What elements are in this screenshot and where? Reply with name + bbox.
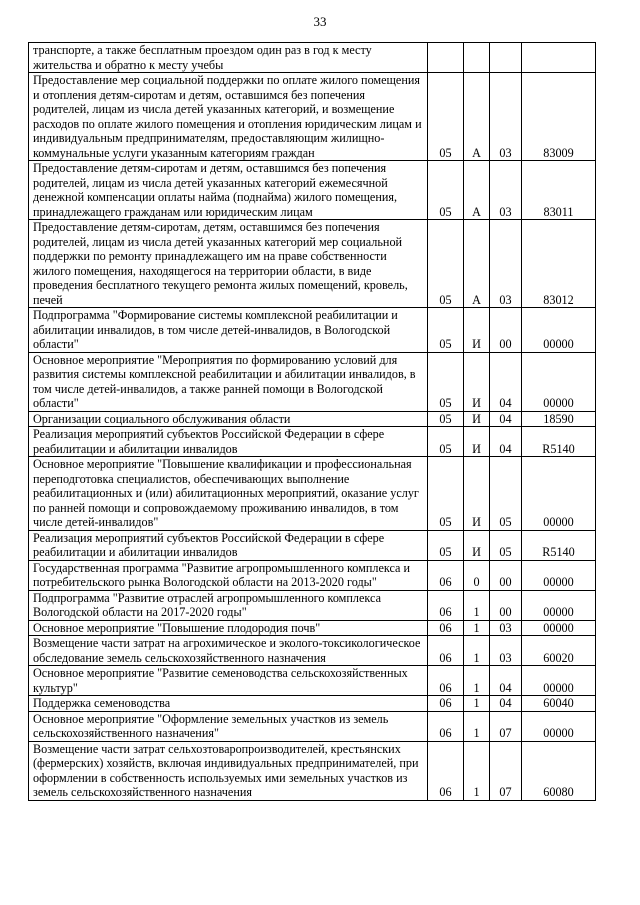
row-name-cell: Основное мероприятие "Оформление земельных участков из земель сельскохозяйственного назначения" bbox=[29, 711, 428, 741]
budget-classification-table bbox=[28, 42, 596, 801]
row-name-cell: Реализация мероприятий субъектов Российской Федерации в сфере реабилитации и абилитации инвалидов bbox=[29, 427, 428, 457]
activity-code-cell: 04 bbox=[490, 427, 522, 457]
direction-code-cell: 00000 bbox=[522, 711, 596, 741]
activity-code-cell: 03 bbox=[490, 636, 522, 666]
table-row bbox=[29, 352, 596, 411]
subprogram-code-cell bbox=[464, 43, 490, 73]
subprogram-code-cell: 0 bbox=[464, 560, 490, 590]
activity-code-cell bbox=[490, 43, 522, 73]
table-row bbox=[29, 43, 596, 73]
direction-code-cell bbox=[522, 43, 596, 73]
direction-code-cell: 60020 bbox=[522, 636, 596, 666]
table-row bbox=[29, 560, 596, 590]
direction-code-cell: 00000 bbox=[522, 666, 596, 696]
row-name-cell: Подпрограмма "Развитие отраслей агропромышленного комплекса Вологодской области на 2017-2020 годы" bbox=[29, 590, 428, 620]
row-name-cell: Возмещение части затрат сельхозтоваропроизводителей, крестьянских (фермерских) хозяйств, включая индивидуальных предпринимателей, при оформлении в собственность используемых ими земельных участков из земель сельскохозяйственного назначения bbox=[29, 741, 428, 800]
table-row bbox=[29, 530, 596, 560]
program-code-cell: 05 bbox=[428, 352, 464, 411]
subprogram-code-cell: А bbox=[464, 161, 490, 220]
activity-code-cell: 04 bbox=[490, 352, 522, 411]
row-name-cell: Основное мероприятие "Развитие семеноводства сельскохозяйственных культур" bbox=[29, 666, 428, 696]
table-row bbox=[29, 427, 596, 457]
program-code-cell: 06 bbox=[428, 666, 464, 696]
activity-code-cell: 03 bbox=[490, 220, 522, 308]
direction-code-cell: 00000 bbox=[522, 308, 596, 353]
subprogram-code-cell: И bbox=[464, 308, 490, 353]
table-row bbox=[29, 411, 596, 427]
activity-code-cell: 04 bbox=[490, 666, 522, 696]
subprogram-code-cell: 1 bbox=[464, 636, 490, 666]
table-row bbox=[29, 666, 596, 696]
direction-code-cell: 60040 bbox=[522, 696, 596, 712]
direction-code-cell: 83012 bbox=[522, 220, 596, 308]
program-code-cell: 06 bbox=[428, 696, 464, 712]
row-name-cell: Реализация мероприятий субъектов Российской Федерации в сфере реабилитации и абилитации инвалидов bbox=[29, 530, 428, 560]
subprogram-code-cell: А bbox=[464, 220, 490, 308]
table-row bbox=[29, 457, 596, 531]
program-code-cell: 05 bbox=[428, 427, 464, 457]
direction-code-cell: R5140 bbox=[522, 427, 596, 457]
direction-code-cell: 00000 bbox=[522, 457, 596, 531]
activity-code-cell: 04 bbox=[490, 696, 522, 712]
row-name-cell: Поддержка семеноводства bbox=[29, 696, 428, 712]
program-code-cell: 05 bbox=[428, 161, 464, 220]
program-code-cell bbox=[428, 43, 464, 73]
program-code-cell: 06 bbox=[428, 560, 464, 590]
activity-code-cell: 07 bbox=[490, 741, 522, 800]
program-code-cell: 05 bbox=[428, 530, 464, 560]
program-code-cell: 06 bbox=[428, 636, 464, 666]
subprogram-code-cell: И bbox=[464, 411, 490, 427]
program-code-cell: 06 bbox=[428, 741, 464, 800]
row-name-cell: Основное мероприятие "Повышение квалификации и профессиональная переподготовка специалистов, обеспечивающих выполнение реабилитационных и (или) абилитационных мероприятий, оказание услуг по ранней помощи и сопровождаемому проживанию инвалидов, в том числе детей-инвалидов" bbox=[29, 457, 428, 531]
subprogram-code-cell: И bbox=[464, 530, 490, 560]
direction-code-cell: 83009 bbox=[522, 73, 596, 161]
direction-code-cell: 18590 bbox=[522, 411, 596, 427]
subprogram-code-cell: И bbox=[464, 427, 490, 457]
row-name-cell: Возмещение части затрат на агрохимическое и эколого-токсикологическое обследование земель сельскохозяйственного назначения bbox=[29, 636, 428, 666]
table-row bbox=[29, 590, 596, 620]
activity-code-cell: 00 bbox=[490, 560, 522, 590]
direction-code-cell: 00000 bbox=[522, 560, 596, 590]
activity-code-cell: 03 bbox=[490, 161, 522, 220]
activity-code-cell: 00 bbox=[490, 590, 522, 620]
table-row bbox=[29, 741, 596, 800]
table-row bbox=[29, 308, 596, 353]
direction-code-cell: 60080 bbox=[522, 741, 596, 800]
subprogram-code-cell: 1 bbox=[464, 711, 490, 741]
direction-code-cell: 00000 bbox=[522, 352, 596, 411]
table-row bbox=[29, 636, 596, 666]
direction-code-cell: 00000 bbox=[522, 620, 596, 636]
program-code-cell: 05 bbox=[428, 220, 464, 308]
table-row bbox=[29, 696, 596, 712]
subprogram-code-cell: 1 bbox=[464, 620, 490, 636]
subprogram-code-cell: 1 bbox=[464, 666, 490, 696]
subprogram-code-cell: А bbox=[464, 73, 490, 161]
row-name-cell: Организации социального обслуживания области bbox=[29, 411, 428, 427]
direction-code-cell: 83011 bbox=[522, 161, 596, 220]
row-name-cell: Основное мероприятие "Повышение плодородия почв" bbox=[29, 620, 428, 636]
direction-code-cell: 00000 bbox=[522, 590, 596, 620]
program-code-cell: 06 bbox=[428, 620, 464, 636]
program-code-cell: 05 bbox=[428, 411, 464, 427]
activity-code-cell: 05 bbox=[490, 457, 522, 531]
activity-code-cell: 03 bbox=[490, 73, 522, 161]
subprogram-code-cell: 1 bbox=[464, 590, 490, 620]
subprogram-code-cell: И bbox=[464, 457, 490, 531]
program-code-cell: 05 bbox=[428, 308, 464, 353]
program-code-cell: 06 bbox=[428, 590, 464, 620]
program-code-cell: 05 bbox=[428, 457, 464, 531]
row-name-cell: Предоставление мер социальной поддержки по оплате жилого помещения и отопления детям-сиротам и детям, оставшимся без попечения родителей, лицам из числа детей указанных категорий, и возмещение расходов по оплате жилого помещения и отопления юридическим лицам и индивидуальным предпринимателям, предоставляющим жилищно-коммунальные услуги указанным категориям граждан bbox=[29, 73, 428, 161]
page-number: 33 bbox=[313, 14, 327, 29]
row-name-cell: Государственная программа "Развитие агропромышленного комплекса и потребительского рынка Вологодской области на 2013-2020 годы" bbox=[29, 560, 428, 590]
activity-code-cell: 07 bbox=[490, 711, 522, 741]
program-code-cell: 06 bbox=[428, 711, 464, 741]
program-code-cell: 05 bbox=[428, 73, 464, 161]
row-name-cell: Предоставление детям-сиротам, детям, оставшимся без попечения родителей, лицам из числа детей указанных категорий мер социальной поддержки по ремонту принадлежащего им на праве собственности жилого помещения, находящегося на территории области, в виде проведения бесплатного текущего ремонта жилых помещений, кровель, печей bbox=[29, 220, 428, 308]
row-name-cell: Подпрограмма "Формирование системы комплексной реабилитации и абилитации инвалидов, в том числе детей-инвалидов, в Вологодской области" bbox=[29, 308, 428, 353]
table-row bbox=[29, 220, 596, 308]
activity-code-cell: 00 bbox=[490, 308, 522, 353]
table-row bbox=[29, 161, 596, 220]
subprogram-code-cell: 1 bbox=[464, 741, 490, 800]
activity-code-cell: 04 bbox=[490, 411, 522, 427]
table-row bbox=[29, 73, 596, 161]
table-row bbox=[29, 711, 596, 741]
direction-code-cell: R5140 bbox=[522, 530, 596, 560]
row-name-cell: транспорте, а также бесплатным проездом один раз в год к месту жительства и обратно к месту учебы bbox=[29, 43, 428, 73]
table-row bbox=[29, 620, 596, 636]
activity-code-cell: 05 bbox=[490, 530, 522, 560]
subprogram-code-cell: И bbox=[464, 352, 490, 411]
activity-code-cell: 03 bbox=[490, 620, 522, 636]
row-name-cell: Основное мероприятие "Мероприятия по формированию условий для развития системы комплексной реабилитации и абилитации инвалидов, в том числе детей-инвалидов, а также ранней помощи в Вологодской области" bbox=[29, 352, 428, 411]
row-name-cell: Предоставление детям-сиротам и детям, оставшимся без попечения родителей, лицам из числа детей указанных категорий ежемесячной денежной компенсации оплаты найма (поднайма) жилого помещения, принадлежащего гражданам или юридическим лицам bbox=[29, 161, 428, 220]
subprogram-code-cell: 1 bbox=[464, 696, 490, 712]
